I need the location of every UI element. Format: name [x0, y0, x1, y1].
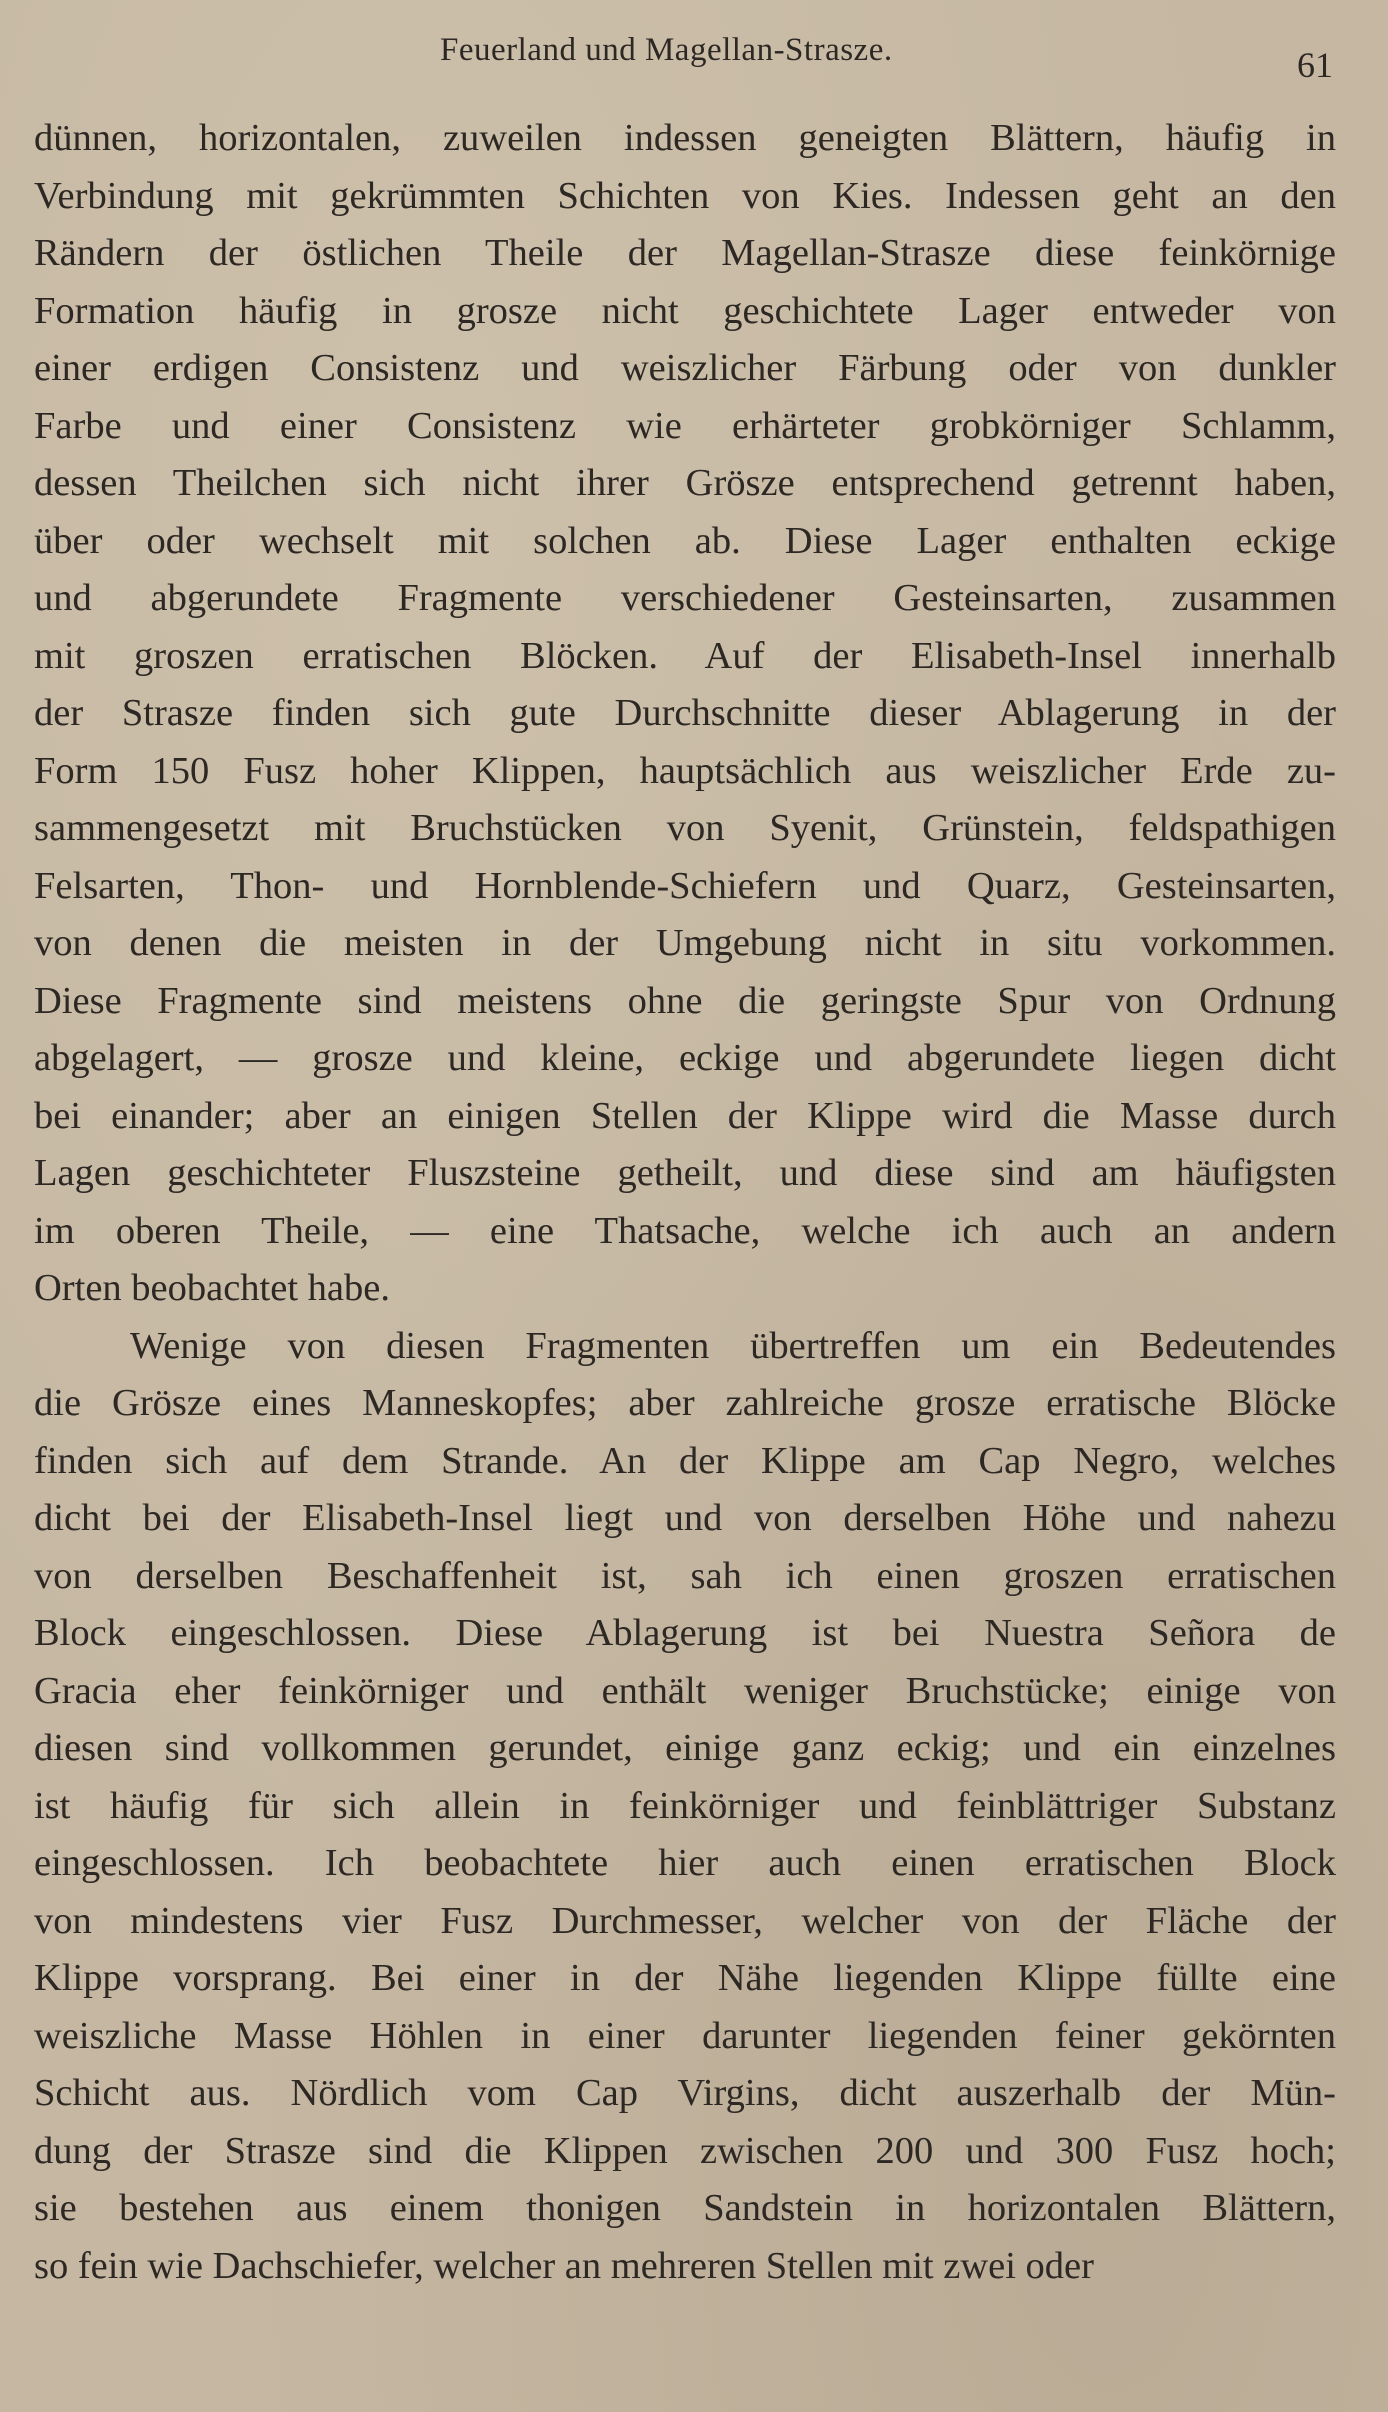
text-line: Wenige von diesen Fragmenten übertreffen um ein Bedeutendes [130, 1324, 1336, 1367]
text-line: Schicht aus. Nördlich vom Cap Virgins, dicht auszerhalb der Mün- [34, 2072, 1336, 2114]
text-line: einer erdigen Consistenz und weiszlicher Färbung oder von dunkler [34, 347, 1336, 389]
text-line: von denen die meisten in der Umgebung nicht in situ vorkommen. [34, 922, 1336, 964]
text-line: dung der Strasze sind die Klippen zwischen 200 und 300 Fusz hoch; [34, 2129, 1336, 2172]
text-line: abgelagert, — grosze und kleine, eckige und abgerundete liegen dicht [34, 1037, 1336, 1079]
text-line: diesen sind vollkommen gerundet, einige ganz eckig; und ein einzelnes [34, 1727, 1336, 1769]
text-line: Klippe vorsprang. Bei einer in der Nähe liegenden Klippe füllte eine [34, 1957, 1336, 1999]
text-line: Block eingeschlossen. Diese Ablagerung ist bei Nuestra Señora de [34, 1612, 1336, 1654]
text-line: finden sich auf dem Strande. An der Klippe am Cap Negro, welches [34, 1439, 1336, 1482]
body-text [34, 110, 1336, 2295]
text-line: die Grösze eines Manneskopfes; aber zahlreiche grosze erratische Blöcke [34, 1382, 1336, 1424]
paragraph-2 [34, 1318, 1336, 2296]
text-line: über oder wechselt mit solchen ab. Diese Lager enthalten eckige [34, 519, 1336, 562]
text-line: von mindestens vier Fusz Durchmesser, welcher von der Fläche der [34, 1899, 1336, 1942]
text-line: weiszliche Masse Höhlen in einer darunter liegenden feiner gekörnten [34, 2014, 1336, 2057]
text-line: Verbindung mit gekrümmten Schichten von Kies. Indessen geht an den [34, 174, 1336, 217]
text-line: so fein wie Dachschiefer, welcher an mehreren Stellen mit zwei oder [34, 2244, 1094, 2287]
text-line: bei einander; aber an einigen Stellen der Klippe wird die Masse durch [34, 1094, 1336, 1137]
text-line: im oberen Theile, — eine Thatsache, welche ich auch an andern [34, 1209, 1336, 1252]
text-line: dicht bei der Elisabeth-Insel liegt und von derselben Höhe und nahezu [34, 1497, 1336, 1539]
text-line: und abgerundete Fragmente verschiedener Gesteinsarten, zusammen [34, 577, 1336, 619]
text-line: Form 150 Fusz hoher Klippen, hauptsächlich aus weiszlicher Erde zu- [34, 749, 1336, 792]
text-line: Felsarten, Thon- und Hornblende-Schiefern und Quarz, Gesteinsarten, [34, 864, 1336, 907]
text-line: ist häufig für sich allein in feinkörniger und feinblättriger Substanz [34, 1784, 1336, 1827]
text-line: Rändern der östlichen Theile der Magellan-Strasze diese feinkörnige [34, 232, 1336, 274]
text-line: sammengesetzt mit Bruchstücken von Syenit, Grünstein, feldspathigen [34, 807, 1336, 849]
text-line: mit groszen erratischen Blöcken. Auf der Elisabeth-Insel innerhalb [34, 634, 1336, 677]
text-line: Gracia eher feinkörniger und enthält weniger Bruchstücke; einige von [34, 1669, 1336, 1712]
text-line: von derselben Beschaffenheit ist, sah ich einen groszen erratischen [34, 1554, 1336, 1597]
text-line: Lagen geschichteter Fluszsteine getheilt, und diese sind am häufigsten [34, 1152, 1336, 1194]
text-line: eingeschlossen. Ich beobachtete hier auch einen erratischen Block [34, 1842, 1336, 1884]
text-line: dessen Theilchen sich nicht ihrer Grösze entsprechend getrennt haben, [34, 462, 1336, 504]
running-title: Feuerland und Magellan-Strasze. [440, 32, 893, 68]
text-line: Orten beobachtet habe. [34, 1267, 390, 1309]
page-number: 61 [1297, 45, 1333, 85]
text-line: sie bestehen aus einem thonigen Sandstein in horizontalen Blättern, [34, 2187, 1336, 2229]
text-line: Formation häufig in grosze nicht geschichtete Lager entweder von [34, 289, 1336, 332]
text-line: Farbe und einer Consistenz wie erhärteter grobkörniger Schlamm, [34, 404, 1336, 447]
paragraph-1 [34, 110, 1336, 1318]
text-line: der Strasze finden sich gute Durchschnitte dieser Ablagerung in der [34, 692, 1336, 734]
text-line: Diese Fragmente sind meistens ohne die geringste Spur von Ordnung [34, 979, 1336, 1022]
running-head [0, 32, 1388, 85]
text-line: dünnen, horizontalen, zuweilen indessen geneigten Blättern, häufig in [34, 117, 1336, 159]
